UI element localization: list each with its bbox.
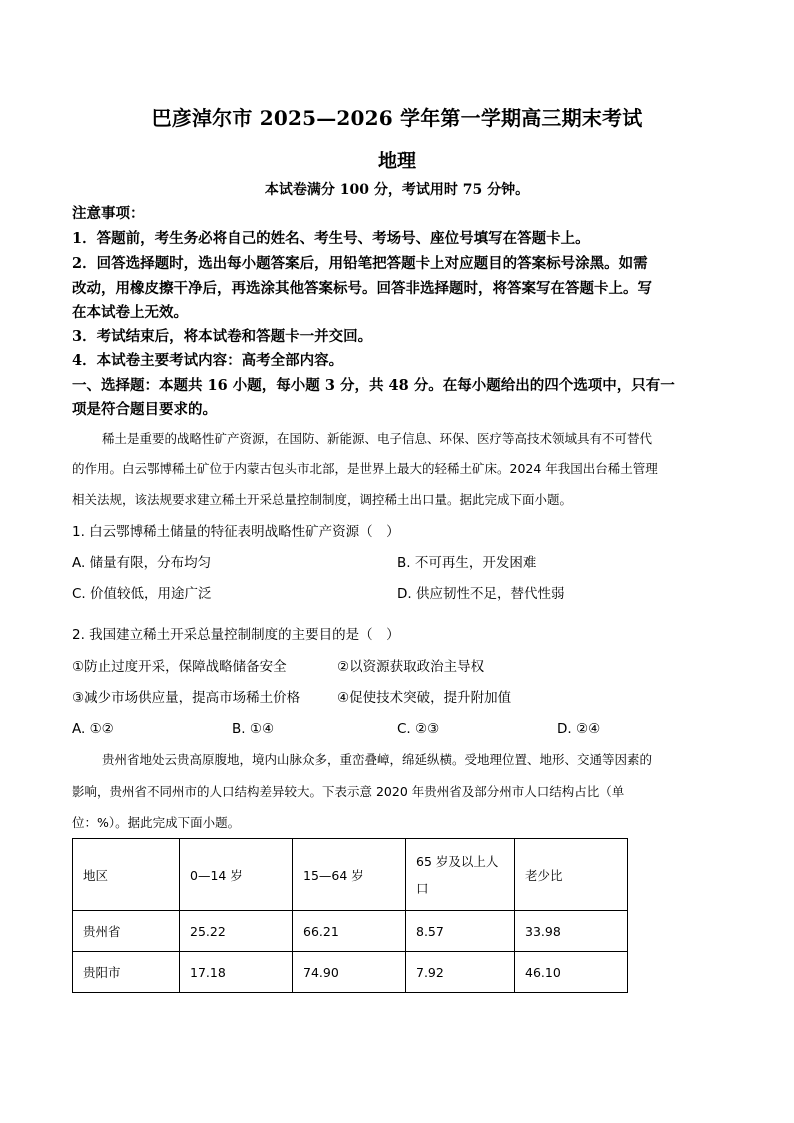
passage-2-line-1: 贵州省地处云贵高原腹地，境内山脉众多，重峦叠嶂，绵延纵横。受地理位置、地形、交通等因素的 bbox=[102, 752, 653, 767]
instruction-item-2-line-2: 改动，用橡皮擦干净后，再选涂其他答案标号。回答非选择题时，将答案写在答题卡上。写 bbox=[72, 280, 652, 297]
question-2-option-a: A. ①② bbox=[72, 721, 114, 737]
question-2-statement-1: ①防止过度开采，保障战略储备安全 bbox=[72, 659, 287, 675]
exam-title: 巴彦淖尔市 2025—2026 学年第一学期高三期末考试 bbox=[151, 106, 643, 130]
instructions-heading: 注意事项： bbox=[72, 205, 145, 222]
instruction-item-2-line-3: 在本试卷上无效。 bbox=[72, 304, 188, 321]
question-1-option-a: A. 储量有限，分布均匀 bbox=[72, 555, 212, 571]
exam-note: 本试卷满分 100 分，考试用时 75 分钟。 bbox=[264, 182, 530, 198]
table-header-cell: 15—64 岁 bbox=[293, 839, 406, 911]
passage-2-line-3: 位：%）。据此完成下面小题。 bbox=[72, 815, 241, 830]
table-header-cell: 0—14 岁 bbox=[180, 839, 293, 911]
section-heading-line-2: 项是符合题目要求的。 bbox=[72, 401, 217, 418]
table-header-cell: 地区 bbox=[73, 839, 180, 911]
table-header-cell: 老少比 bbox=[515, 839, 628, 911]
question-2-statement-3: ③减少市场供应量，提高市场稀土价格 bbox=[72, 690, 301, 706]
passage-2-line-2: 影响，贵州省不同州市的人口结构差异较大。下表示意 2020 年贵州省及部分州市人口结构占比（单 bbox=[72, 784, 625, 799]
question-1-option-b: B. 不可再生，开发困难 bbox=[397, 555, 537, 571]
table-row bbox=[73, 952, 628, 993]
passage-1-line-3: 相关法规，该法规要求建立稀土开采总量控制制度，调控稀土出口量。据此完成下面小题。 bbox=[72, 492, 573, 507]
table-cell: 17.18 bbox=[180, 952, 293, 993]
table-cell: 46.10 bbox=[515, 952, 628, 993]
passage-1-line-2: 的作用。白云鄂博稀土矿位于内蒙古包头市北部，是世界上最大的轻稀土矿床。2024 年我国出台稀土管理 bbox=[72, 461, 658, 476]
question-1-stem: 1. 白云鄂博稀土储量的特征表明战略性矿产资源（ ） bbox=[72, 524, 400, 540]
table-cell: 74.90 bbox=[293, 952, 406, 993]
subject-title: 地理 bbox=[377, 150, 416, 172]
table-cell: 66.21 bbox=[293, 911, 406, 952]
table-cell: 贵阳市 bbox=[73, 952, 180, 993]
question-2-option-c: C. ②③ bbox=[397, 721, 440, 737]
instruction-item-3: 3．考试结束后，将本试卷和答题卡一并交回。 bbox=[72, 328, 373, 345]
population-structure-table bbox=[72, 838, 628, 993]
table-header-cell bbox=[406, 839, 515, 911]
question-2-statement-2: ②以资源获取政治主导权 bbox=[337, 659, 485, 675]
passage-1-line-1: 稀土是重要的战略性矿产资源，在国防、新能源、电子信息、环保、医疗等高技术领域具有不可替代 bbox=[102, 431, 653, 446]
instruction-item-1: 1．答题前，考生务必将自己的姓名、考生号、考场号、座位号填写在答题卡上。 bbox=[72, 230, 590, 247]
question-2-option-d: D. ②④ bbox=[557, 721, 601, 737]
table-header-row bbox=[73, 839, 628, 911]
table-cell: 25.22 bbox=[180, 911, 293, 952]
question-2-option-b: B. ①④ bbox=[232, 721, 275, 737]
question-2-statement-4: ④促使技术突破，提升附加值 bbox=[337, 690, 512, 706]
question-1-option-c: C. 价值较低，用途广泛 bbox=[72, 586, 212, 602]
table-header-line: 65 岁及以上人 bbox=[416, 853, 499, 869]
table-header-line: 口 bbox=[416, 880, 429, 896]
table-cell: 8.57 bbox=[406, 911, 515, 952]
table-cell: 7.92 bbox=[406, 952, 515, 993]
table-cell: 33.98 bbox=[515, 911, 628, 952]
question-1-option-d: D. 供应韧性不足，替代性弱 bbox=[397, 586, 565, 602]
section-heading-line-1: 一、选择题：本题共 16 小题，每小题 3 分，共 48 分。在每小题给出的四个选项中，只有一 bbox=[72, 377, 675, 394]
table-row bbox=[73, 911, 628, 952]
instruction-item-2-line-1: 2．回答选择题时，选出每小题答案后，用铅笔把答题卡上对应题目的答案标号涂黑。如需 bbox=[72, 255, 648, 272]
table-cell: 贵州省 bbox=[73, 911, 180, 952]
instruction-item-4: 4．本试卷主要考试内容：高考全部内容。 bbox=[72, 352, 344, 369]
question-2-stem: 2. 我国建立稀土开采总量控制制度的主要目的是（ ） bbox=[72, 627, 400, 643]
